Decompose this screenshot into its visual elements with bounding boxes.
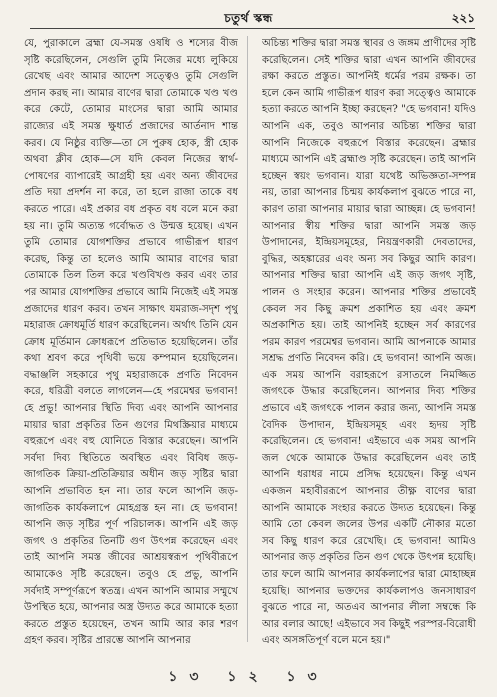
header-divider (30, 28, 475, 29)
right-column-text: অচিন্ত্য শক্তির দ্বারা সমস্ত স্থাবর ও জঙ্গম প্রাণীদের সৃষ্টি করেছিলেন। সেই শক্তির দ্বারা এখন আপনি জীবদের রক্ষা করতে প্রস্তুত। আপনিই ধর্মের পরম রক্ষক। তা হলে কেন আমি গাভীরূপ ধারণ করা সত্ত্বেও আমাকে হত্যা করতে আপনি ইচ্ছা করছেন? "হে ভগবান! যদিও আপনি এক, তবুও আপনার অচিন্ত্য শক্তির দ্বারা আপনি নিজেকে বহুরূপে বিস্তার করেছেন। ব্রহ্মার মাধ্যমে আপনি এই ব্রহ্মাণ্ড সৃষ্টি করেছেন। তাই আপনি হচ্ছেন স্বয়ং ভগবান। যারা যথেষ্ট অভিজ্ঞতা-সম্পন্ন নয়, তারা আপনার চিন্ময় কার্যকলাপ বুঝতে পারে না, কারণ তারা আপনার মায়ার দ্বারা আচ্ছন্ন। হে ভগবান! আপনার স্বীয় শক্তির দ্বারা আপনি সমস্ত জড় উপাদানের, ইন্দ্রিয়সমূহের, নিয়ন্ত্রণকারী দেবতাদের, বুদ্ধির, অহঙ্কারের এবং অন্য সব কিছুর আদি কারণ। আপনার শক্তির দ্বারা আপনি এই জড় জগৎ সৃষ্টি, পালন ও সংহার করেন। আপনার শক্তির প্রভাবেই কেবল সব কিছু ক্রমশ প্রকাশিত হয় এবং ক্রমশ অপ্রকাশিত হয়। তাই আপনিই হচ্ছেন সর্ব কারণের পরম কারণ পরমেশ্বর ভগবান। আমি আপনাকে আমার সশ্রদ্ধ প্রণতি নিবেদন করি। হে ভগবান! আপনি অজ। এক সময় আপনি বরাহরূপে রসাতলে নিমজ্জিত জগৎকে উদ্ধার করেছিলেন। আপনার দিব্য শক্তির প্রভাবে এই জগৎকে পালন করার জন্য, আপনি সমস্ত বৈদিক উপাদান, ইন্দ্রিয়সমূহ এবং হৃদয় সৃষ্টি করেছিলেন। হে ভগবান! এইভাবে এক সময় আপনি জল থেকে আমাকে উদ্ধার করেছিলেন এবং তাই আপনি ধরাধর নামে প্রসিদ্ধ হয়েছেন। কিন্তু এখন একজন মহাবীররূপে আপনার তীক্ষ্ণ বাণের দ্বারা আপনি আমাকে সংহার করতে উদ্যত হয়েছেন। কিন্তু আমি তো কেবল জলের উপর একটি নৌকার মতো সব কিছু ধারণ করে রেখেছি। হে ভগবান! আমিও আপনার জড় প্রকৃতির তিন গুণ থেকে উৎপন্ন হয়েছি। তার ফলে আমি আপনার কার্যকলাপের দ্বারা মোহাচ্ছন্ন হয়েছি। আপনার ভক্তদের কার্যকলাপও জনসাধারণ বুঝতে পারে না, অতএব আপনার লীলা সম্বন্ধে কি আর বলার আছে! এইভাবে সব কিছুই পরস্পর-বিরোধী এবং অসঙ্গতিপূর্ণ বলে মনে হয়।" (262, 38, 476, 647)
right-column (262, 36, 476, 648)
column-divider (247, 36, 248, 642)
chapter-header: চতুর্থ স্কন্ধ (224, 11, 273, 25)
left-column (24, 36, 238, 648)
footer-marks: ১৩ ১২ ১৩ (168, 669, 329, 685)
page-number: ২২১ (451, 11, 475, 25)
left-column-text: যে, পুরাকালে ব্রহ্মা যে-সমস্ত ওষধি ও শস্যের বীজ সৃষ্টি করেছিলেন, সেগুলি তুমি নিজের মধ্যে লুকিয়ে রেখেছ এবং আমার আদেশ সত্ত্বেও তুমি সেগুলি প্রদান করছ না। আমার বাণের দ্বারা তোমাকে খণ্ড খণ্ড করে কেটে, তোমার মাংসের দ্বারা আমি আমার রাজ্যের এই সমস্ত ক্ষুধার্ত প্রজাদের আর্তনাদ শান্ত করব। যে নিষ্ঠুর ব্যক্তি—তা সে পুরুষ হোক, স্ত্রী হোক অথবা ক্লীব হোক—সে যদি কেবল নিজের স্বার্থ-পোষণের ব্যাপারেই আগ্রহী হয় এবং অন্য জীবদের প্রতি দয়া প্রদর্শন না করে, তা হলে রাজা তাকে বধ করতে পারে। এই প্রকার বধ প্রকৃত বধ বলে মনে করা হয় না। তুমি অত্যন্ত গর্বোদ্ধত ও উন্মত্ত হয়েছ। এখন তুমি তোমার যোগশক্তির প্রভাবে গাভীরূপ ধারণ করেছ, কিন্তু তা হলেও আমি আমার বাণের দ্বারা তোমাকে তিল তিল করে খণ্ডবিখণ্ড করব এবং তার পর আমার যোগশক্তির প্রভাবে আমি নিজেই এই সমস্ত প্রজাদের ধারণ করব। তখন সাক্ষাৎ যমরাজ-সদৃশ পৃথু মহারাজ ক্রোধমূর্তি ধারণ করেছিলেন। অর্থাৎ তিনি যেন ক্রোধ মূর্তিমান ক্রোধরূপে প্রতিভাত হয়েছিলেন। তাঁর কথা শ্রবণ করে পৃথিবী ভয়ে কম্পমান হয়েছিলেন। বদ্ধাঞ্জলি সহকারে পৃথু মহারাজকে প্রণতি নিবেদন করে, ধরিত্রী বলতে লাগলেন—হে পরমেশ্বর ভগবান! হে প্রভু! আপনার স্থিতি দিব্য এবং আপনি আপনার মায়ার দ্বারা প্রকৃতির তিন গুণের মিথস্ক্রিয়ার মাধ্যমে বহুরূপে এবং বহু যোনিতে বিস্তার করেছেন। আপনি সর্বদা দিব্য স্থিতিতে অবস্থিত এবং বিবিধ জড়-জাগতিক ক্রিয়া-প্রতিক্রিয়ার অধীন জড় সৃষ্টির দ্বারা আপনি প্রভাবিত হন না। তার ফলে আপনি জড়-জাগতিক কার্যকলাপে মোহগ্রস্ত হন না। হে ভগবান! আপনি জড় সৃষ্টির পূর্ণ পরিচালক। আপনি এই জড় জগৎ ও প্রকৃতির তিনটি গুণ উৎপন্ন করেছেন এবং তাই আপনি সমস্ত জীবের আশ্রয়স্বরূপ পৃথিবীরূপে আমাকেও সৃষ্টি করেছেন। তবুও হে প্রভু, আপনি সর্বদাই সম্পূর্ণরূপে স্বতন্ত্র। এখন আপনি আমার সম্মুখে উপস্থিত হয়ে, আপনার অস্ত্র উদ্যত করে আমাকে হত্যা করতে প্রস্তুত হয়েছেন, তখন আমি আর কার শরণ গ্রহণ করব। সৃষ্টির প্রারম্ভে আপনি আপনার (24, 38, 238, 647)
